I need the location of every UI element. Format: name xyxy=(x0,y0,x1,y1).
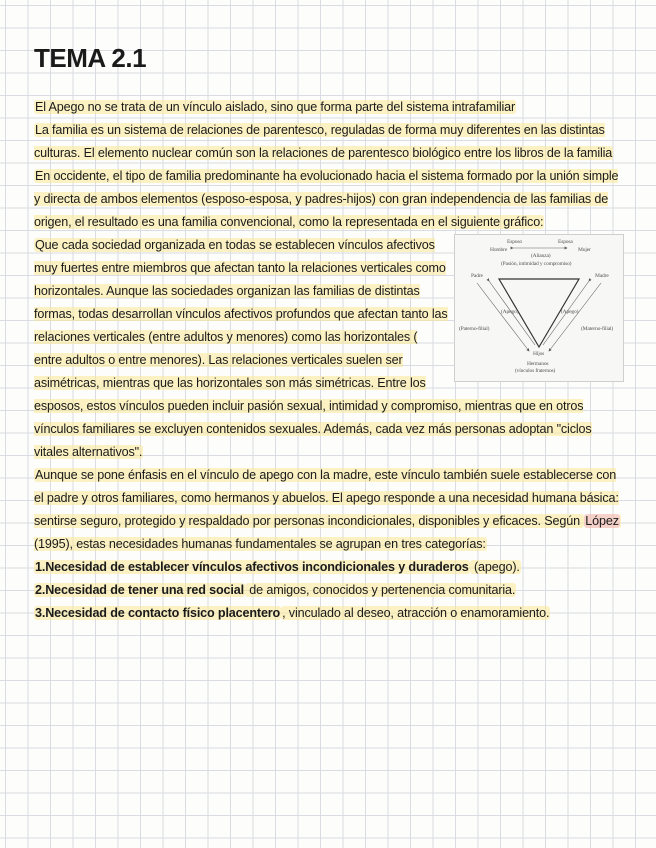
family-diagram xyxy=(454,234,624,382)
paragraph-familia: La familia es un sistema de relaciones de parentesco, reguladas de forma muy diferentes en las distintas culturas. El elemento nuclear común son la relaciones de parentesco biológico entre los libros de la familia xyxy=(34,123,613,160)
label-mujer: Mujer xyxy=(578,247,591,253)
need-item: 2.Necesidad de tener una red social de amigos, conocidos y pertenencia comunitaria. xyxy=(35,583,516,597)
label-apego-right: (Apego) xyxy=(561,309,579,315)
paragraph-sociedad: Que cada sociedad organizada en todas se establecen vínculos afectivos muy fuertes entre miembros que afectan tanto la relaciones verticales como horizontales. Aunque las sociedades organizan las familias de distintas formas, todas desarrollan vínculos afectivos profundos que afectan tanto las relaciones verticales (entre adultos y menores) como las horizontales ( entre adultos o entre menores). Las relaciones verticales suelen ser asimétricas, mientras que las horizontales son más simétricas. Entre los esposos, estos vínculos pueden incluir pasión sexual, intimidad y compromiso, mientras que en otros vínculos familiares se excluyen contenidos sexuales. Además, cada vez más personas adoptan "ciclos vitales alternativos". xyxy=(34,238,592,459)
label-padre: Padre xyxy=(471,273,483,279)
label-vinculos-fraternos: (vínculos fraternos) xyxy=(515,368,556,374)
label-apego-left: (Apego) xyxy=(501,309,519,315)
family-diagram-svg xyxy=(455,235,623,381)
label-esposo: Esposo xyxy=(507,239,522,245)
paragraph-madre: Aunque se pone énfasis en el vínculo de apego con la madre, este vínculo también suele establecerse con el padre y otros familiares, como hermanos y abuelos. El apego responde a una necesidad humana básica: sentirse seguro, protegido y respaldado por personas incondicionales, disponibles y eficaces. Según López (1995), estas necesidades humanas fundamentales se agrupan en tres categorías: xyxy=(34,468,619,551)
label-madre: Madre xyxy=(595,273,609,279)
label-esposa: Esposa xyxy=(558,239,573,245)
author-lopez: López xyxy=(585,514,619,528)
paragraph-apego: El Apego no se trata de un vínculo aislado, sino que forma parte del sistema intrafamiliar xyxy=(35,100,516,114)
label-paterno: (Paterno-filial) xyxy=(459,326,490,332)
label-materno: (Materno-filial) xyxy=(581,326,614,332)
label-hijos: Hijos xyxy=(533,351,545,357)
need-item: 1.Necesidad de establecer vínculos afectivos incondicionales y duraderos (apego). xyxy=(35,560,520,574)
need-item: 3.Necesidad de contacto físico placentero , vinculado al deseo, atracción o enamoramiento. xyxy=(35,606,550,620)
label-hombre: Hombre xyxy=(490,247,508,253)
page-title: TEMA 2.1 xyxy=(34,43,147,73)
label-alianza: (Alianza) xyxy=(531,253,551,259)
label-hermanos: Hermanos xyxy=(527,361,549,367)
body-text xyxy=(34,96,626,625)
label-pasion: (Pasión, intimidad y compromiso) xyxy=(501,261,572,267)
paragraph-occidente: En occidente, el tipo de familia predominante ha evolucionado hacia el sistema formado por la unión simple y directa de ambos elementos (esposo-esposa, y padres-hijos) con gran independencia de las familias de origen, el resultado es una familia convencional, como la representada en el siguiente gráfico: xyxy=(34,169,619,229)
